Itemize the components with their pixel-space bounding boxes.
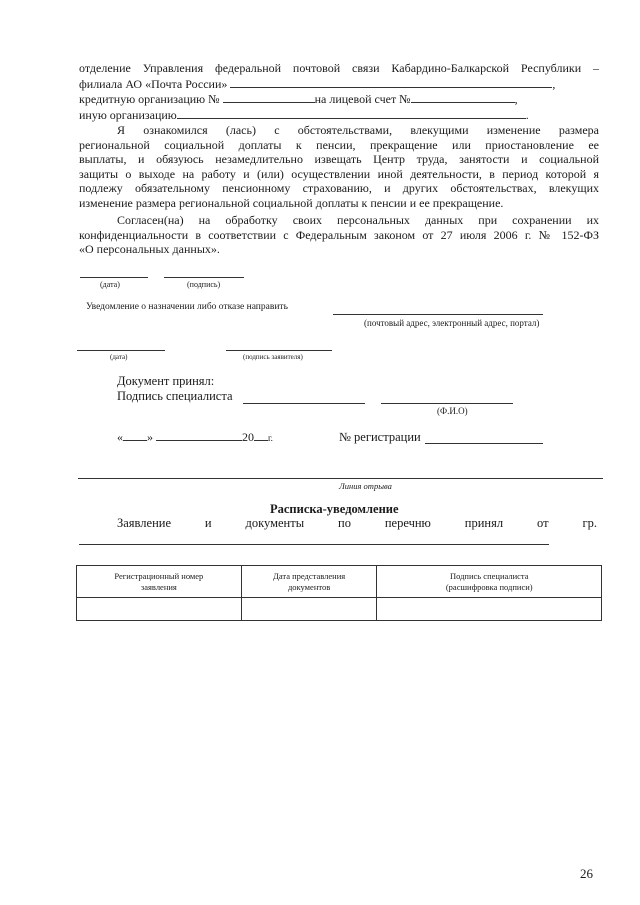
text-fragment: иную организацию bbox=[79, 107, 177, 122]
date-caption: (дата) bbox=[110, 353, 128, 361]
text-line: конфиденциальности в соответствии с Федеральным законом от 27 июля 2006 г. № 152-ФЗ bbox=[79, 227, 599, 242]
table-cell[interactable] bbox=[77, 598, 242, 621]
notification-label: Уведомление о назначении либо отказе направить bbox=[86, 302, 288, 312]
receipt-word: Заявление bbox=[117, 516, 172, 530]
consent-paragraph bbox=[79, 213, 599, 257]
quote-close: » bbox=[147, 430, 153, 444]
table-header-cell: Подпись специалиста (расшифровка подписи) bbox=[377, 566, 602, 598]
table-header-row bbox=[77, 566, 602, 598]
acknowledgement-paragraph bbox=[79, 123, 599, 211]
payment-destination-block bbox=[79, 61, 599, 122]
date-line[interactable] bbox=[77, 350, 165, 351]
text-line: отделение Управления федеральной почтовой связи Кабардино-Балкарской Республики – bbox=[79, 61, 599, 75]
receipt-word: документы bbox=[245, 516, 305, 530]
text-line: Я ознакомился (лась) с обстоятельствами, влекущими изменение размера bbox=[117, 123, 599, 137]
text-line: иную организацию . bbox=[79, 107, 529, 122]
table-header-cell: Дата представления документов bbox=[241, 566, 377, 598]
cut-line-label: Линия отрыва bbox=[339, 481, 392, 491]
text-fragment: филиала АО «Почта России» bbox=[79, 76, 228, 91]
date-line[interactable] bbox=[80, 277, 148, 278]
date-row bbox=[117, 430, 273, 445]
table-row bbox=[77, 598, 602, 621]
table-cell[interactable] bbox=[377, 598, 602, 621]
accepted-title: Документ принял: bbox=[117, 374, 215, 388]
text-fragment: кредитную организацию № bbox=[79, 92, 220, 107]
month-blank[interactable] bbox=[156, 430, 242, 441]
quote-open: « bbox=[117, 430, 123, 444]
applicant-signature-caption: (подпись заявителя) bbox=[243, 353, 303, 361]
account-number-blank[interactable] bbox=[411, 91, 515, 103]
receipt-word: принял bbox=[464, 516, 504, 530]
fio-caption: (Ф.И.О) bbox=[437, 406, 468, 416]
specialist-signature-line[interactable] bbox=[243, 403, 365, 404]
text-line: региональной социальной доплаты к пенсии, прекращение или приостановление ее bbox=[79, 137, 599, 152]
signature-caption: (подпись) bbox=[187, 280, 221, 289]
receipt-word: по bbox=[338, 516, 351, 530]
text-line: защиты о выходе на работу и (или) осуществлении иной деятельности, в период которой я bbox=[79, 166, 599, 181]
notification-address-line[interactable] bbox=[333, 314, 543, 315]
registration-label: № регистрации bbox=[339, 430, 421, 444]
receipt-word: перечню bbox=[384, 516, 431, 530]
applicant-name-line[interactable] bbox=[79, 544, 549, 545]
date-caption: (дата) bbox=[100, 280, 120, 289]
receipt-word: гр. bbox=[582, 516, 597, 530]
receipt-word: и bbox=[204, 516, 212, 530]
specialist-signature-label: Подпись специалиста bbox=[117, 389, 233, 403]
text-line: «О персональных данных». bbox=[79, 242, 220, 257]
text-line: выплаты, и обязуюсь незамедлительно извещать Центр труда, занятости и социальной bbox=[79, 152, 599, 167]
day-blank[interactable] bbox=[123, 430, 147, 441]
cut-line bbox=[78, 478, 603, 479]
receipt-title: Расписка-уведомление bbox=[270, 502, 399, 516]
table-cell[interactable] bbox=[241, 598, 377, 621]
year-blank[interactable] bbox=[254, 430, 268, 441]
bank-number-blank[interactable] bbox=[223, 91, 315, 103]
post-office-blank[interactable] bbox=[230, 76, 552, 88]
receipt-table bbox=[76, 565, 602, 621]
table-header-cell: Регистрационный номер заявления bbox=[77, 566, 242, 598]
receipt-text bbox=[117, 516, 597, 531]
year-prefix: 20 bbox=[242, 430, 254, 444]
other-org-blank[interactable] bbox=[177, 107, 526, 119]
text-line: изменение размера региональной социальной доплаты к пенсии и ее прекращение. bbox=[79, 195, 504, 210]
text-line: Согласен(на) на обработку своих персональных данных при сохранении их bbox=[117, 213, 599, 227]
text-line: подлежу обязательному пенсионному страхованию, и других обстоятельствах, влекущих bbox=[79, 181, 599, 196]
specialist-fio-line[interactable] bbox=[381, 403, 513, 404]
applicant-signature-line[interactable] bbox=[226, 350, 332, 351]
year-suffix: г. bbox=[268, 433, 273, 443]
signature-line[interactable] bbox=[164, 277, 244, 278]
notification-hint: (почтовый адрес, электронный адрес, портал) bbox=[364, 318, 540, 328]
text-line: филиала АО «Почта России» , bbox=[79, 76, 556, 91]
registration-number-line[interactable] bbox=[425, 443, 543, 444]
text-line: кредитную организацию № на лицевой счет № , bbox=[79, 92, 518, 107]
text-fragment: на лицевой счет № bbox=[314, 92, 411, 107]
receipt-word: от bbox=[536, 516, 549, 530]
page-number: 26 bbox=[580, 866, 593, 881]
